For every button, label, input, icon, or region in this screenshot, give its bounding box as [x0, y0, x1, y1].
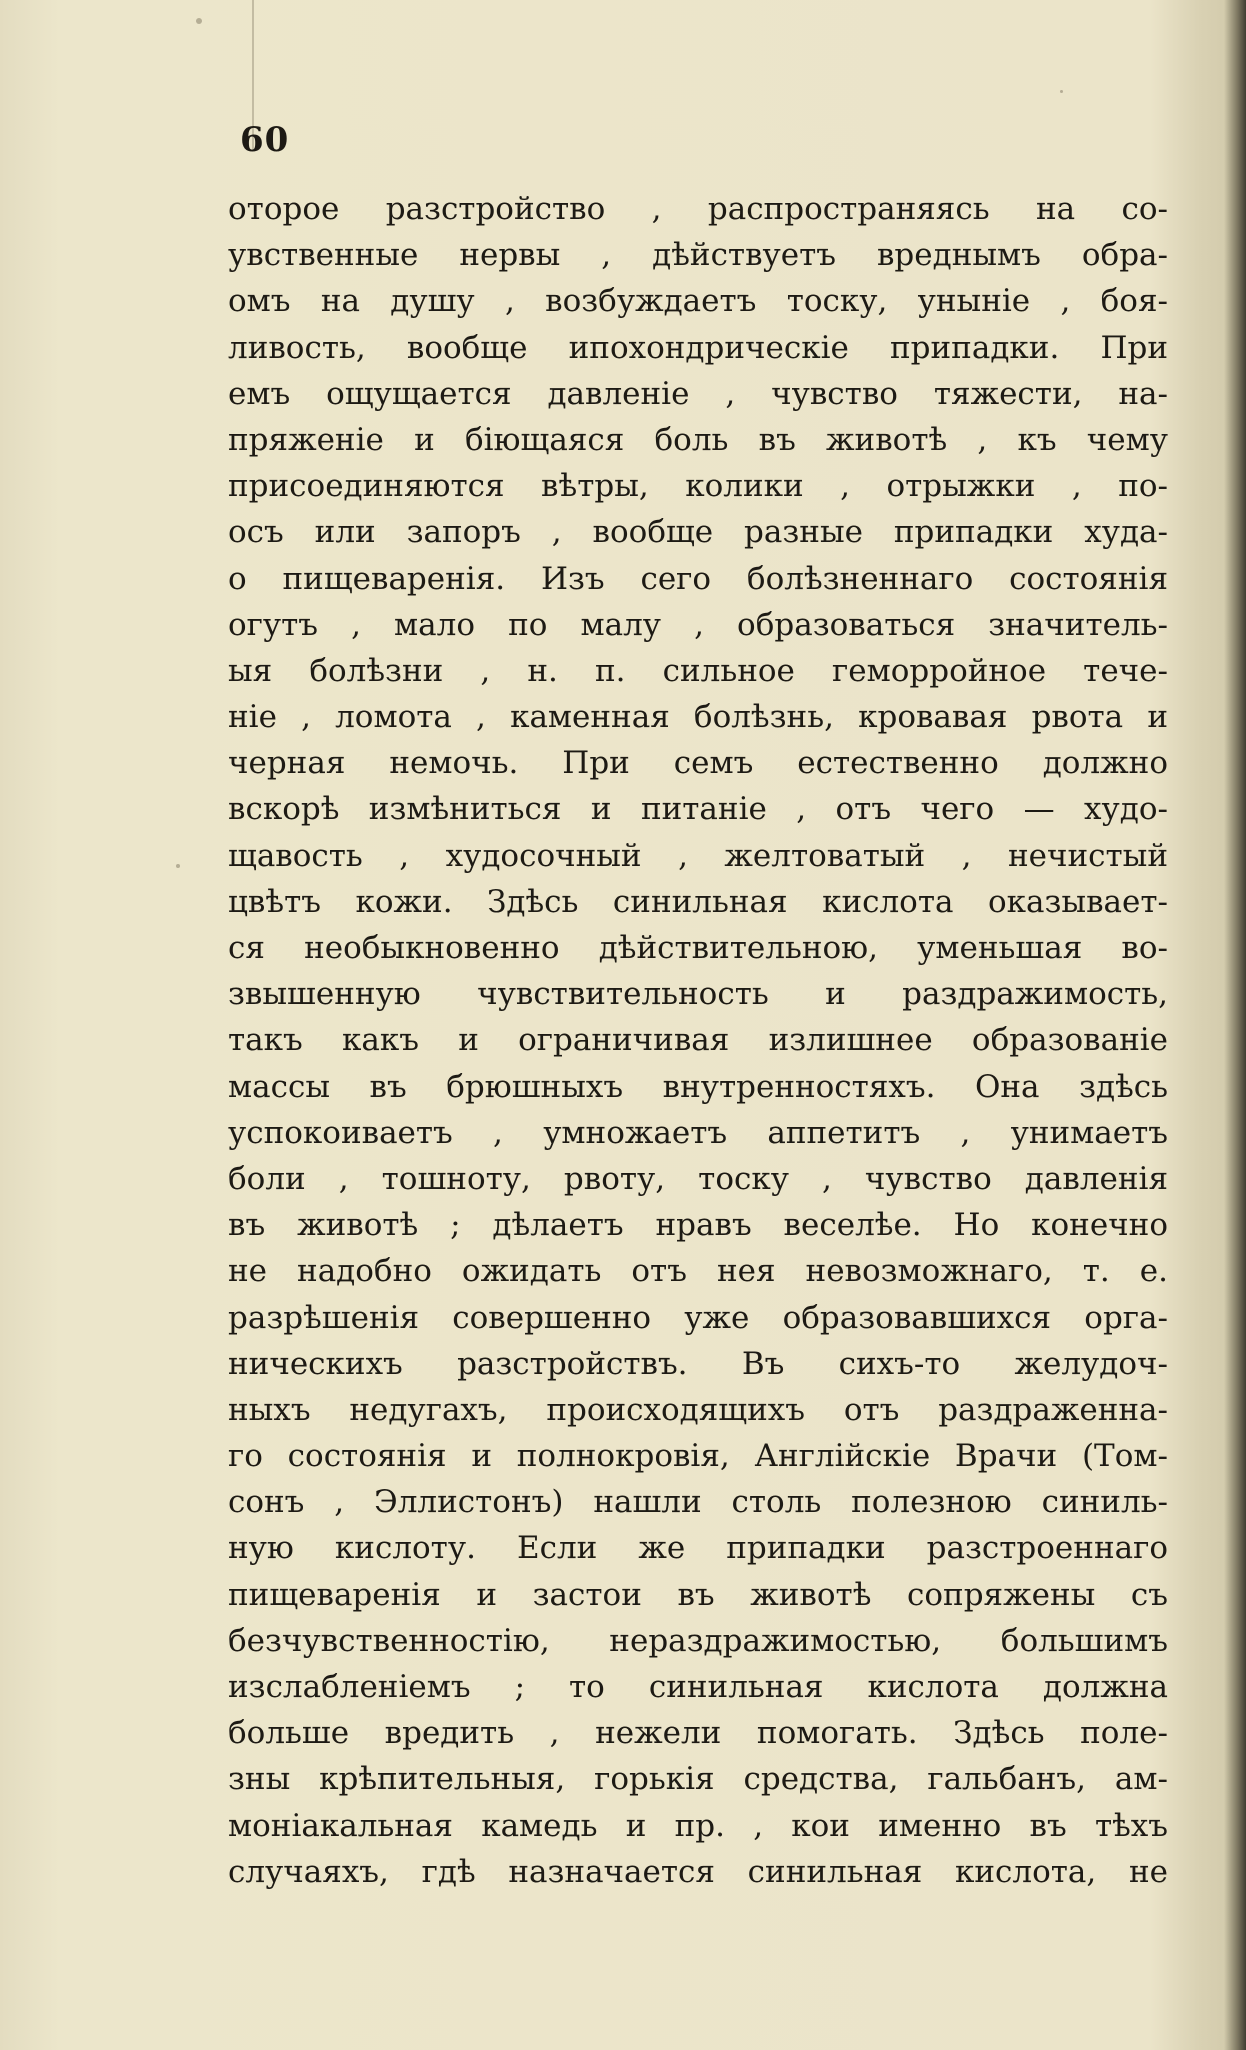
ink-spot — [196, 18, 202, 24]
body-text — [228, 186, 1168, 1895]
ink-spot — [176, 864, 180, 868]
text-line: больше вредить , нежели помогать. Здѣсь поле- — [228, 1715, 1168, 1752]
text-line: сонъ , Эллистонъ) нашли столь полезною синиль- — [228, 1484, 1168, 1521]
binding-shadow — [1224, 0, 1246, 2050]
text-line: вскорѣ измѣниться и питаніе , отъ чего — худо- — [228, 791, 1168, 828]
text-line: о пищеваренія. Изъ сего болѣзненнаго состоянія — [228, 560, 1168, 597]
text-line: ническихъ разстройствъ. Въ сихъ-то желудоч- — [228, 1345, 1168, 1382]
text-line: успокоиваетъ , умножаетъ аппетитъ , унимаетъ — [228, 1114, 1168, 1151]
text-line: звышенную чувствительность и раздражимость, — [228, 976, 1168, 1013]
text-line: случаяхъ, гдѣ назначается синильная кислота, не — [228, 1853, 1168, 1890]
text-line: щавость , худосочный , желтоватый , нечистый — [228, 837, 1168, 874]
text-line: цвѣтъ кожи. Здѣсь синильная кислота оказывает- — [228, 883, 1168, 920]
text-line: въ животѣ ; дѣлаетъ нравъ веселѣе. Но конечно — [228, 1207, 1168, 1244]
text-line: увственные нервы , дѣйствуетъ вреднымъ обра- — [228, 237, 1168, 274]
text-line: разрѣшенія совершенно уже образовавшихся орга- — [228, 1299, 1168, 1336]
page-number: 60 — [240, 120, 290, 160]
text-line: моніакальная камедь и пр. , кои именно въ тѣхъ — [228, 1807, 1168, 1844]
text-line: ливость, вообще ипохондрическіе припадки. При — [228, 329, 1168, 366]
text-line: не надобно ожидать отъ нея невозможнаго, т. е. — [228, 1253, 1168, 1290]
text-line: емъ ощущается давленіе , чувство тяжести, на- — [228, 375, 1168, 412]
text-line: осъ или запоръ , вообще разные припадки худа- — [228, 514, 1168, 551]
text-line: безчувственностію, нераздражимостью, большимъ — [228, 1622, 1168, 1659]
text-line: боли , тошноту, рвоту, тоску , чувство давленія — [228, 1160, 1168, 1197]
text-line: го состоянія и полнокровія, Англійскіе Врачи (Том- — [228, 1438, 1168, 1475]
text-line: ыя болѣзни , н. п. сильное геморройное тече- — [228, 652, 1168, 689]
ink-spot — [1060, 90, 1063, 93]
text-line: такъ какъ и ограничивая излишнее образованіе — [228, 1022, 1168, 1059]
text-line: зны крѣпительныя, горькія средства, гальбанъ, ам- — [228, 1761, 1168, 1798]
text-line: оторое разстройство , распространяясь на со- — [228, 191, 1168, 227]
text-line: огутъ , мало по малу , образоваться значитель- — [228, 606, 1168, 643]
text-line: пищеваренія и застои въ животѣ сопряжены съ — [228, 1576, 1168, 1613]
text-line: ніе , ломота , каменная болѣзнь, кровавая рвота и — [228, 699, 1168, 736]
text-line: изслабленіемъ ; то синильная кислота должна — [228, 1669, 1168, 1705]
text-line: ся необыкновенно дѣйствительною, уменьшая во- — [228, 930, 1168, 966]
text-line: ныхъ недугахъ, происходящихъ отъ раздраженна- — [228, 1391, 1168, 1428]
text-line: ную кислоту. Если же припадки разстроеннаго — [228, 1530, 1168, 1567]
text-line: омъ на душу , возбуждаетъ тоску, уныніе , боя- — [228, 283, 1168, 320]
text-line: пряженіе и біющаяся боль въ животѣ , къ чему — [228, 421, 1168, 458]
text-line: черная немочь. При семъ естественно должно — [228, 745, 1168, 782]
text-line: присоединяются вѣтры, колики , отрыжки , по- — [228, 468, 1168, 505]
text-line: массы въ брюшныхъ внутренностяхъ. Она здѣсь — [228, 1068, 1168, 1105]
